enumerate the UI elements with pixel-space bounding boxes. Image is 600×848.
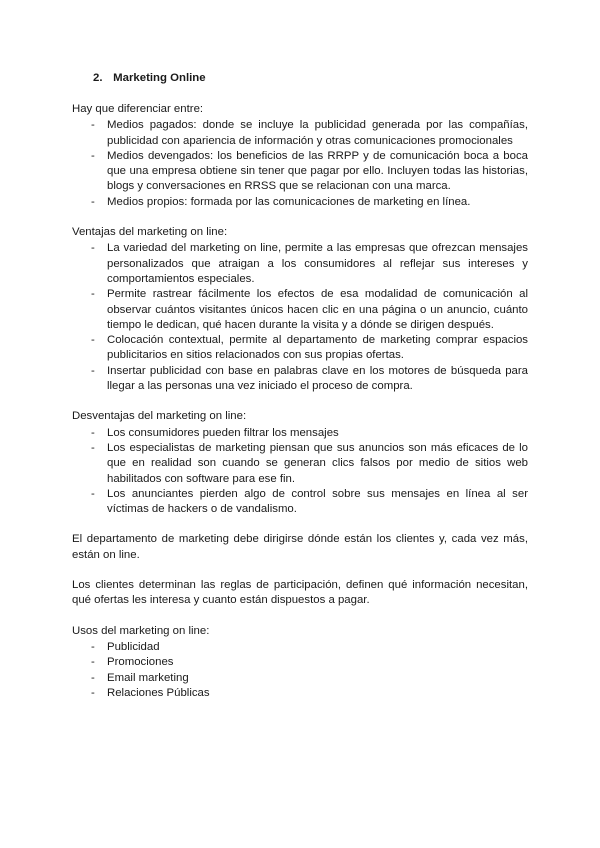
section-heading — [93, 71, 528, 86]
list-item: - Email marketing — [91, 671, 189, 684]
paragraph-clientes-online: El departamento de marketing debe dirigirse dónde están los clientes y, cada vez más, están on line. — [72, 533, 528, 561]
ventajas-list — [72, 241, 528, 394]
paragraph-reglas: Los clientes determinan las reglas de participación, definen qué información necesitan, qué ofertas les interesa y cuanto están dispuestos a pagar. — [72, 579, 528, 607]
list-item: - Los especialistas de marketing piensan que sus anuncios son más eficaces de lo que en realidad son cuando se generan clics falsos por medio de sitios web habilitados con software para ese fin. — [91, 441, 528, 485]
usos-list — [72, 640, 528, 701]
medios-list — [72, 118, 528, 210]
list-item: - Permite rastrear fácilmente los efectos de esa modalidad de comunicación al observar cuántos visitantes únicos hacen clic en una página o un anuncio, cuánto tiempo le dedican, qué hacen durante la visita y a dónde se dirigen después. — [91, 288, 528, 331]
list-item: - Medios devengados: los beneficios de las RRPP y de comunicación boca a boca que una empresa obtiene sin tener que pagar por ello. Incluyen todas las historias, blogs y conversaciones en RRSS que se relacionan con una marca. — [91, 149, 528, 193]
usos-intro: Usos del marketing on line: — [72, 624, 210, 637]
section-title: Marketing Online — [113, 72, 206, 84]
list-item: - Promociones — [91, 656, 174, 669]
desventajas-intro: Desventajas del marketing on line: — [72, 410, 247, 423]
list-item: - Publicidad — [91, 640, 160, 653]
medios-intro: Hay que diferenciar entre: — [72, 103, 204, 115]
list-item: - Relaciones Públicas — [91, 686, 210, 699]
list-item: - Colocación contextual, permite al departamento de marketing comprar espacios publicitarios en sitios relacionados con sus propias ofertas. — [91, 334, 528, 362]
ventajas-intro: Ventajas del marketing on line: — [72, 226, 228, 239]
list-item: - Insertar publicidad con base en palabras clave en los motores de búsqueda para llegar a las personas una vez iniciado el proceso de compra. — [91, 364, 528, 393]
list-item: - Medios propios: formada por las comunicaciones de marketing en línea. — [91, 195, 471, 208]
list-item: - La variedad del marketing on line, permite a las empresas que ofrezcan mensajes personalizados que atraigan a los consumidores al reflejar sus intereses y comportamientos especiales. — [91, 242, 528, 285]
list-item: - Medios pagados: donde se incluye la publicidad generada por las compañías, publicidad con apariencia de información y otras comunicaciones promocionales — [91, 119, 528, 147]
section-number: 2. — [93, 72, 103, 84]
list-item: - Los anunciantes pierden algo de control sobre sus mensajes en línea al ser víctimas de hackers o de vandalismo. — [91, 487, 528, 516]
list-item: - Los consumidores pueden filtrar los mensajes — [91, 426, 339, 439]
desventajas-list — [72, 426, 528, 518]
